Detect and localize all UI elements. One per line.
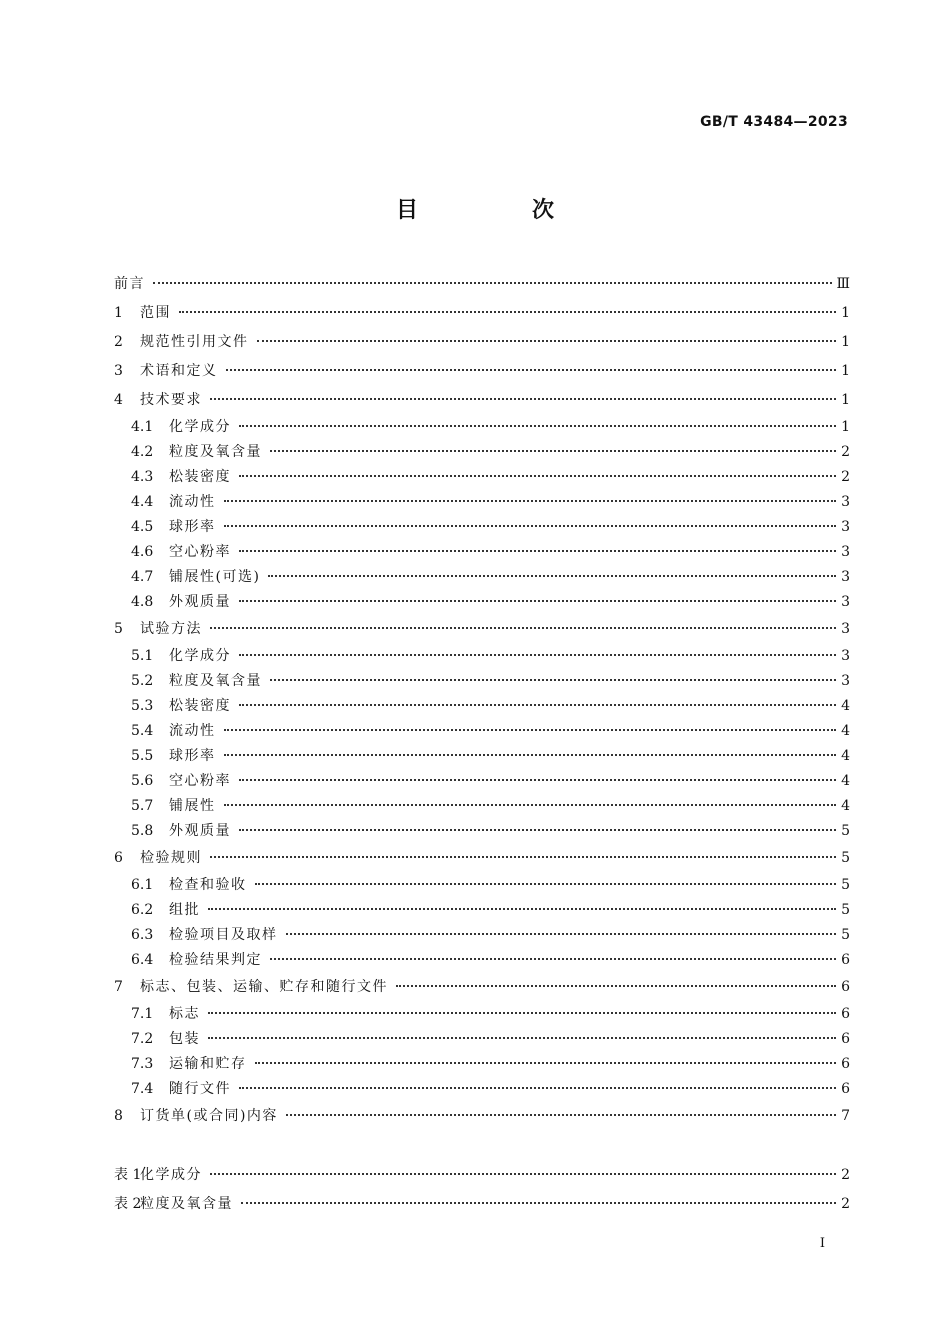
toc-entry-number: 6.4 <box>131 952 154 968</box>
dot-leader <box>396 985 836 987</box>
dot-leader <box>268 575 836 577</box>
toc-entry-number: 5.2 <box>131 673 154 689</box>
dot-leader <box>210 1173 836 1175</box>
toc-entry-label: 检查和验收 <box>169 877 247 893</box>
table-list-entry[interactable] <box>114 1161 850 1190</box>
toc-entry-page: 5 <box>841 877 850 893</box>
toc-entry-number: 4.8 <box>131 594 154 610</box>
section-spacer <box>114 1131 850 1161</box>
toc-entry[interactable] <box>114 1027 850 1052</box>
toc-entry-label: 球形率 <box>169 748 216 764</box>
toc-entry-label: 空心粉率 <box>169 773 231 789</box>
dot-leader <box>208 1012 836 1014</box>
toc-entry[interactable] <box>114 565 850 590</box>
toc-entry[interactable] <box>114 270 850 299</box>
toc-entry-number: 7.4 <box>131 1081 154 1097</box>
toc-entry-number: 4.5 <box>131 519 154 535</box>
toc-entry-label: 松装密度 <box>169 469 231 485</box>
toc-entry-label: 外观质量 <box>169 823 231 839</box>
toc-entry-number: 3 <box>114 363 123 379</box>
dot-leader <box>239 654 836 656</box>
toc-entry-label: 流动性 <box>169 494 216 510</box>
toc-entry-label: 术语和定义 <box>140 363 218 379</box>
dot-leader <box>255 1062 837 1064</box>
toc-entry-number: 4 <box>114 392 123 408</box>
toc-entry[interactable] <box>114 540 850 565</box>
standard-code: GB/T 43484—2023 <box>700 114 848 130</box>
toc-entry-label: 包装 <box>169 1031 200 1047</box>
toc-entry-label: 粒度及氧含量 <box>169 444 262 460</box>
toc-entry[interactable] <box>114 769 850 794</box>
toc-entry-label: 空心粉率 <box>169 544 231 560</box>
toc-entry-page: 5 <box>841 823 850 839</box>
toc-entry-number: 4.2 <box>131 444 154 460</box>
toc-entry-label: 外观质量 <box>169 594 231 610</box>
toc-entry-label: 标志 <box>169 1006 200 1022</box>
dot-leader <box>224 525 837 527</box>
toc-entry-page: 1 <box>841 305 850 321</box>
toc-entry-number: 8 <box>114 1108 123 1124</box>
toc-entry[interactable] <box>114 1102 850 1131</box>
toc-entry-page: 6 <box>841 979 850 995</box>
toc-entry-page: 1 <box>841 419 850 435</box>
dot-leader <box>270 450 836 452</box>
toc-entry[interactable] <box>114 973 850 1002</box>
toc-entry-number: 7.2 <box>131 1031 154 1047</box>
toc-entry-page: 3 <box>841 519 850 535</box>
dot-leader <box>270 679 836 681</box>
toc-entry-number: 5.5 <box>131 748 154 764</box>
toc-entry-page: 5 <box>841 927 850 943</box>
dot-leader <box>239 829 836 831</box>
toc-entry[interactable] <box>114 1002 850 1027</box>
toc-entry-label: 粒度及氧含量 <box>169 673 262 689</box>
toc-entry-page: 4 <box>841 698 850 714</box>
toc-entry-number: 4.6 <box>131 544 154 560</box>
toc-entry[interactable] <box>114 794 850 819</box>
toc-entry-number: 5.1 <box>131 648 154 664</box>
toc-entry-label: 标志、包装、运输、贮存和随行文件 <box>140 979 388 995</box>
dot-leader <box>255 883 837 885</box>
toc-entry[interactable] <box>114 590 850 615</box>
toc-entry-label: 球形率 <box>169 519 216 535</box>
toc-entry[interactable] <box>114 948 850 973</box>
toc-entry-number: 6.2 <box>131 902 154 918</box>
dot-leader <box>210 856 836 858</box>
toc-entry-number: 6 <box>114 850 123 866</box>
toc-entry-number: 4.4 <box>131 494 154 510</box>
toc-entry-page: 1 <box>841 392 850 408</box>
table-number: 表 1 <box>114 1167 142 1183</box>
toc-entry[interactable] <box>114 819 850 844</box>
toc-entry-number: 5.7 <box>131 798 154 814</box>
toc-entry-number: 7.1 <box>131 1006 154 1022</box>
toc-entry-page: 6 <box>841 952 850 968</box>
dot-leader <box>153 282 832 284</box>
dot-leader <box>179 311 836 313</box>
dot-leader <box>208 908 836 910</box>
page-title: 目 次 <box>395 198 600 223</box>
toc-entry-page: 1 <box>841 334 850 350</box>
dot-leader <box>208 1037 836 1039</box>
toc-entry-number: 4.1 <box>131 419 154 435</box>
toc-entry-number: 6.3 <box>131 927 154 943</box>
toc-entry-label: 订货单(或合同)内容 <box>140 1108 278 1124</box>
toc-entry-page: 1 <box>841 363 850 379</box>
dot-leader <box>210 398 836 400</box>
toc-entry-page: 6 <box>841 1031 850 1047</box>
toc-entry-label: 组批 <box>169 902 200 918</box>
dot-leader <box>224 754 837 756</box>
toc-entry-label: 规范性引用文件 <box>140 334 249 350</box>
toc-entry[interactable] <box>114 873 850 898</box>
toc-entry-label: 运输和贮存 <box>169 1056 247 1072</box>
toc-entry-page: 6 <box>841 1056 850 1072</box>
toc-entry-page: 4 <box>841 748 850 764</box>
table-of-contents <box>114 270 850 1219</box>
dot-leader <box>224 500 837 502</box>
toc-entry-number: 1 <box>114 305 123 321</box>
toc-entry-number: 5.6 <box>131 773 154 789</box>
toc-entry-page: 3 <box>841 673 850 689</box>
toc-entry[interactable] <box>114 844 850 873</box>
toc-entry[interactable] <box>114 1052 850 1077</box>
toc-entry-page: 7 <box>841 1108 850 1124</box>
toc-entry-page: 3 <box>841 569 850 585</box>
table-page: 2 <box>841 1167 850 1183</box>
table-list-entry[interactable] <box>114 1190 850 1219</box>
dot-leader <box>239 550 836 552</box>
toc-entry-page: 3 <box>841 621 850 637</box>
toc-entry-page: 3 <box>841 544 850 560</box>
dot-leader <box>257 340 837 342</box>
dot-leader <box>270 958 836 960</box>
toc-entry[interactable] <box>114 357 850 386</box>
table-page: 2 <box>841 1196 850 1212</box>
toc-entry[interactable] <box>114 440 850 465</box>
toc-entry-label: 试验方法 <box>140 621 202 637</box>
toc-entry[interactable] <box>114 644 850 669</box>
toc-entry[interactable] <box>114 328 850 357</box>
toc-entry-page: 2 <box>841 444 850 460</box>
toc-entry-label: 检验项目及取样 <box>169 927 278 943</box>
toc-entry-label: 化学成分 <box>169 648 231 664</box>
dot-leader <box>286 1114 836 1116</box>
dot-leader <box>239 1087 836 1089</box>
toc-entry[interactable] <box>114 694 850 719</box>
table-label: 粒度及氧含量 <box>140 1196 233 1212</box>
toc-entry-page: 3 <box>841 594 850 610</box>
toc-entry[interactable] <box>114 1077 850 1102</box>
toc-entry-page: 4 <box>841 773 850 789</box>
toc-entry[interactable] <box>114 465 850 490</box>
toc-entry-label: 铺展性 <box>169 798 216 814</box>
toc-entry-label: 前言 <box>114 276 145 292</box>
toc-entry-label: 松装密度 <box>169 698 231 714</box>
toc-entry-label: 检验结果判定 <box>169 952 262 968</box>
dot-leader <box>239 425 836 427</box>
toc-entry[interactable] <box>114 898 850 923</box>
toc-entry-page: Ⅲ <box>836 276 850 292</box>
dot-leader <box>239 704 836 706</box>
toc-entry[interactable] <box>114 386 850 415</box>
toc-entry[interactable] <box>114 490 850 515</box>
toc-entry[interactable] <box>114 515 850 540</box>
toc-entry-page: 4 <box>841 798 850 814</box>
toc-entry-page: 5 <box>841 902 850 918</box>
toc-entry-number: 6.1 <box>131 877 154 893</box>
table-label: 化学成分 <box>140 1167 202 1183</box>
toc-entry[interactable] <box>114 669 850 694</box>
toc-entry-number: 4.7 <box>131 569 154 585</box>
toc-entry[interactable] <box>114 744 850 769</box>
dot-leader <box>239 600 836 602</box>
dot-leader <box>241 1202 836 1204</box>
toc-entry-page: 2 <box>841 469 850 485</box>
toc-entry-number: 5.4 <box>131 723 154 739</box>
table-number: 表 2 <box>114 1196 142 1212</box>
toc-entry-label: 流动性 <box>169 723 216 739</box>
toc-entry-page: 6 <box>841 1081 850 1097</box>
toc-entry[interactable] <box>114 719 850 744</box>
toc-entry-label: 检验规则 <box>140 850 202 866</box>
toc-entry[interactable] <box>114 299 850 328</box>
toc-entry-page: 3 <box>841 494 850 510</box>
toc-entry-number: 5.3 <box>131 698 154 714</box>
page-number: I <box>819 1236 825 1251</box>
toc-entry-number: 2 <box>114 334 123 350</box>
dot-leader <box>286 933 837 935</box>
toc-entry-page: 3 <box>841 648 850 664</box>
toc-entry[interactable] <box>114 415 850 440</box>
toc-entry-number: 7 <box>114 979 123 995</box>
toc-entry[interactable] <box>114 615 850 644</box>
toc-entry-number: 5.8 <box>131 823 154 839</box>
toc-entry-number: 7.3 <box>131 1056 154 1072</box>
dot-leader <box>224 729 837 731</box>
dot-leader <box>224 804 837 806</box>
dot-leader <box>239 475 836 477</box>
toc-entry-page: 5 <box>841 850 850 866</box>
dot-leader <box>210 627 836 629</box>
toc-entry[interactable] <box>114 923 850 948</box>
toc-entry-page: 4 <box>841 723 850 739</box>
dot-leader <box>226 369 837 371</box>
dot-leader <box>239 779 836 781</box>
toc-entry-label: 铺展性(可选) <box>169 569 261 585</box>
toc-entry-label: 范围 <box>140 305 171 321</box>
toc-entry-label: 技术要求 <box>140 392 202 408</box>
toc-entry-page: 6 <box>841 1006 850 1022</box>
toc-entry-label: 化学成分 <box>169 419 231 435</box>
toc-entry-number: 4.3 <box>131 469 154 485</box>
toc-entry-number: 5 <box>114 621 123 637</box>
toc-entry-label: 随行文件 <box>169 1081 231 1097</box>
